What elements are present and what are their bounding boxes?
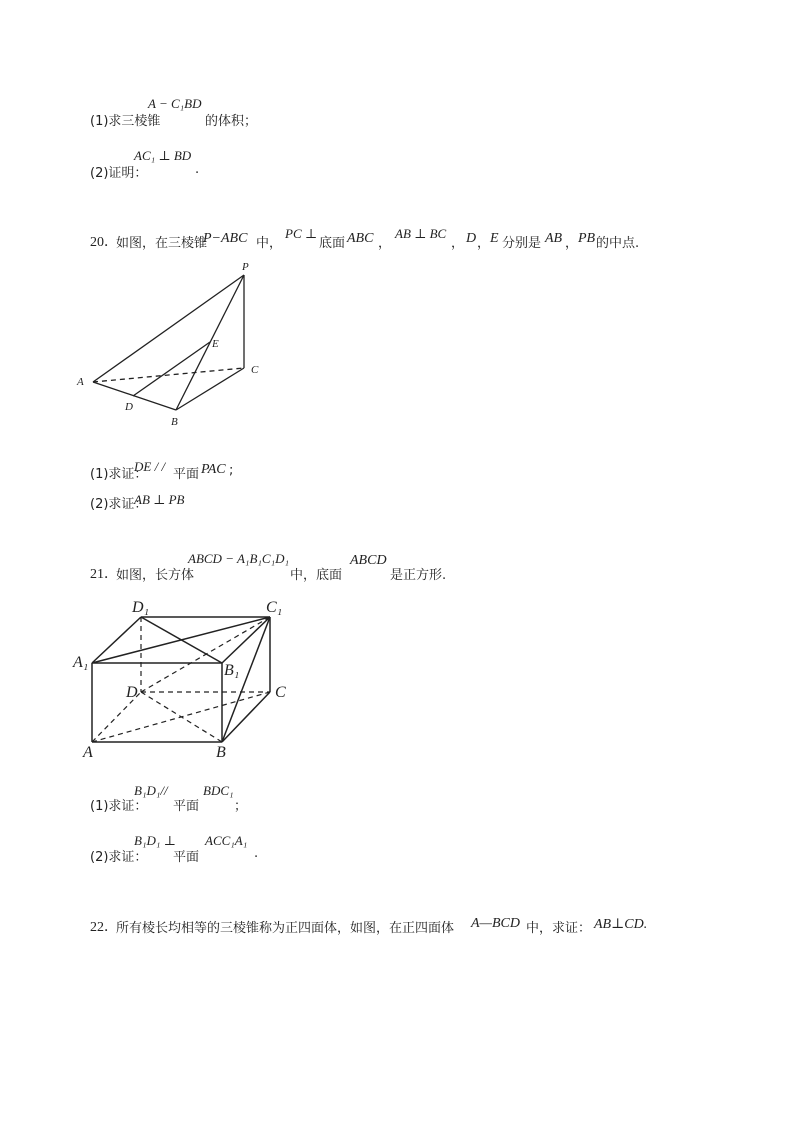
label-c: C xyxy=(251,364,259,376)
q20-stem-math-ab: AB xyxy=(545,231,563,246)
q20-stem-text-b: 中， xyxy=(256,236,283,251)
edge-ac-hidden xyxy=(92,692,270,742)
q19-part2-label: (2)证明： xyxy=(90,166,148,181)
q20-stem-text-h: ， xyxy=(565,236,579,251)
edge-a1c1 xyxy=(92,617,270,663)
q21-stem-math-box: ABCD − A₁B₁C₁D₁ xyxy=(188,551,289,566)
q21-part2-text: 平面 xyxy=(173,850,200,865)
edge-bc xyxy=(222,692,270,742)
q21-part2-suffix: . xyxy=(254,846,259,861)
q20-stem-text-i: 的中点. xyxy=(596,236,640,251)
label-c: C xyxy=(275,684,286,701)
q21-part1-suffix: ； xyxy=(234,799,248,814)
label-a: A xyxy=(77,376,84,388)
q19-part1-label: (1)求三棱锥 xyxy=(90,114,161,129)
q20-stem-text-e: ， xyxy=(451,236,465,251)
q20-stem-math-e: E xyxy=(490,231,499,246)
label-a: A xyxy=(83,744,93,761)
q21-part1-math-b: BDC₁ xyxy=(203,783,234,798)
q21-stem-math-abcd: ABCD xyxy=(350,553,387,568)
edge-bc1 xyxy=(222,617,270,742)
q20-part2-math: AB ⊥ PB xyxy=(134,492,185,507)
q20-stem-math-pabc: P−ABC xyxy=(203,231,248,246)
q21-part2-math-a: B₁D₁ ⊥ xyxy=(134,833,176,848)
label-a1: A₁ xyxy=(73,654,89,671)
q21-part2-math-b: ACC₁A₁ xyxy=(205,833,248,848)
label-b1: B₁ xyxy=(224,662,240,679)
q20-stem-text-d: ， xyxy=(378,236,392,251)
q20-stem-math-pc-perp: PC ⊥ xyxy=(285,226,318,241)
q22-stem-text-b: 中，求证： xyxy=(526,921,592,936)
q20-part2-label: (2)求证： xyxy=(90,497,148,512)
q20-number: 20． xyxy=(90,235,118,250)
q19-part2-suffix: . xyxy=(195,162,200,177)
q19-part1-math: A − C₁BD xyxy=(148,96,202,111)
q21-stem-text-b: 中，底面 xyxy=(290,568,343,583)
label-d1: D₁ xyxy=(132,599,150,616)
q21-stem-text-c: 是正方形. xyxy=(390,568,447,583)
q20-stem-text-f: ， xyxy=(477,236,491,251)
q22-stem-text-a: 所有棱长均相等的三棱锥称为正四面体，如图，在正四面体 xyxy=(116,921,455,936)
label-p: P xyxy=(242,261,249,273)
q19-part2-math: AC₁ ⊥ BD xyxy=(134,148,192,163)
q22-stem-math-conclusion: AB⊥CD. xyxy=(594,917,648,932)
q21-part1-math-a: B₁D₁// xyxy=(134,783,168,798)
q21-part2-label: (2)求证： xyxy=(90,850,148,865)
label-d: D xyxy=(125,401,133,413)
q20-part1-text: 平面 xyxy=(173,467,200,482)
q20-stem-text-c: 底面 xyxy=(319,236,346,251)
q20-stem-math-ab-perp-bc: AB ⊥ BC xyxy=(395,226,447,241)
q21-part1-label: (1)求证： xyxy=(90,799,148,814)
q20-stem-math-pb: PB xyxy=(578,231,596,246)
label-d: D xyxy=(126,684,138,701)
q22-stem-math-tetra: A—BCD xyxy=(471,916,520,931)
q21-number: 21． xyxy=(90,567,118,582)
q20-part1-suffix: ; xyxy=(229,463,234,478)
label-b: B xyxy=(216,744,226,761)
label-e: E xyxy=(212,338,219,350)
q20-part1-label: (1)求证： xyxy=(90,467,148,482)
q20-stem-math-abc: ABC xyxy=(347,231,374,246)
q19-part1-suffix: 的体积； xyxy=(205,114,258,129)
q20-stem-text-a: 如图，在三棱锥 xyxy=(116,236,208,251)
q21-stem-text-a: 如图，长方体 xyxy=(116,568,195,583)
q20-part1-math-a: DE / / xyxy=(134,459,166,474)
q20-stem-math-d: D xyxy=(466,231,477,246)
q20-part1-math-b: PAC xyxy=(201,462,226,477)
q20-stem-text-g: 分别是 xyxy=(502,236,542,251)
q22-number: 22． xyxy=(90,920,118,935)
label-b: B xyxy=(171,416,178,428)
q21-part1-text: 平面 xyxy=(173,799,200,814)
label-c1: C₁ xyxy=(266,599,283,616)
